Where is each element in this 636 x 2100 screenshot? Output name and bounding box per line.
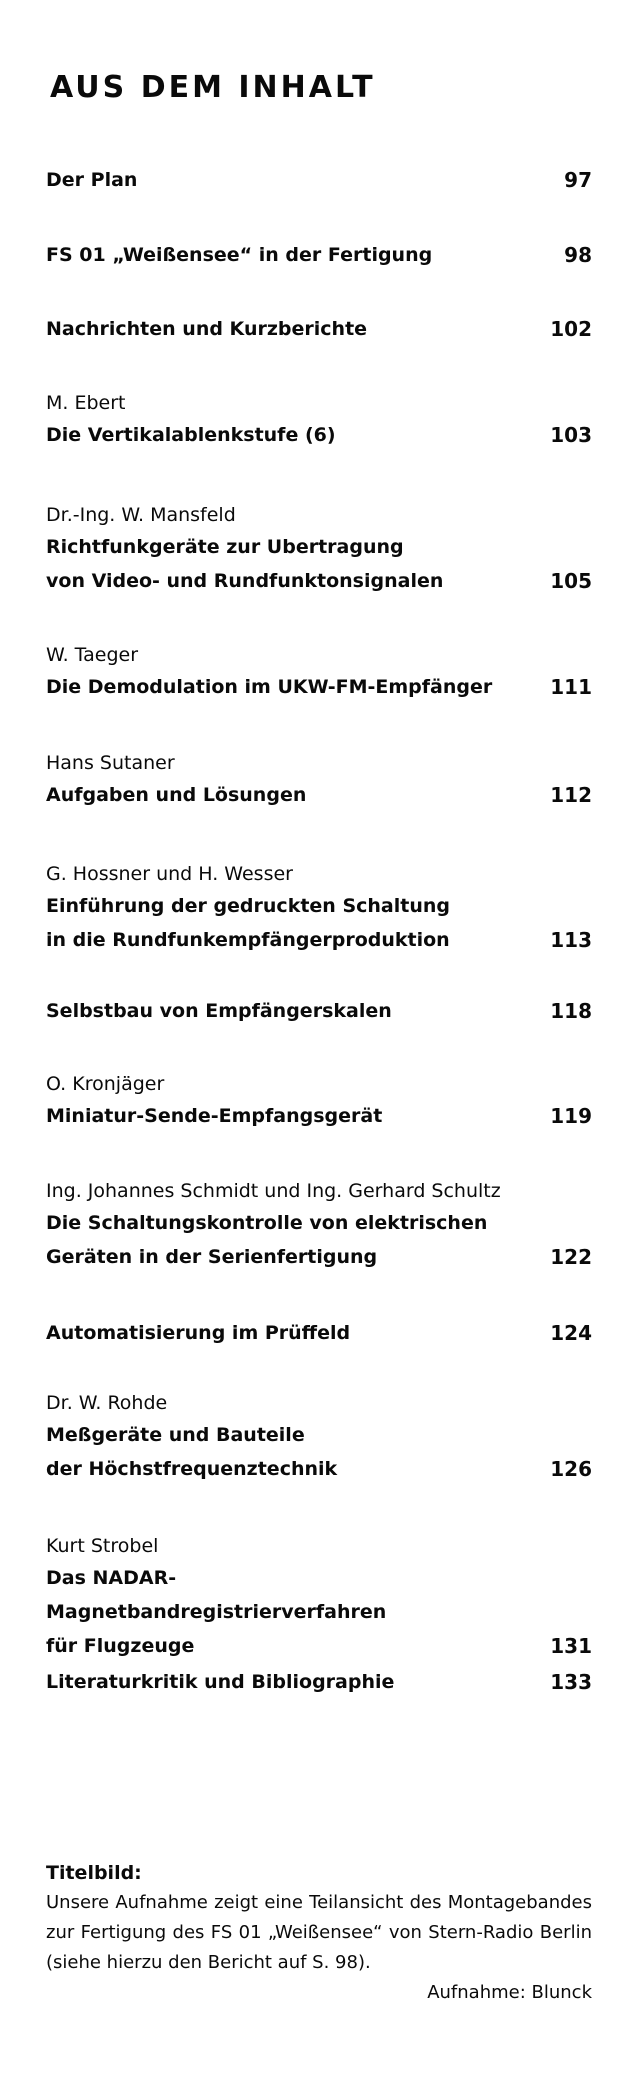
toc-title-row <box>46 312 592 346</box>
toc-title: Die Demodulation im UKW-FM-Empfänger <box>46 676 493 698</box>
toc-title: Selbstbau von Empfängerskalen <box>46 1000 392 1022</box>
toc-entry <box>46 1176 592 1274</box>
toc-title: Meßgeräte und Bauteile <box>46 1424 305 1446</box>
toc-title: Geräten in der Serienfertigung <box>46 1246 378 1268</box>
toc-page-number: 122 <box>550 1245 592 1269</box>
toc-entry <box>46 1531 592 1663</box>
toc-title: Literaturkritik und Bibliographie <box>46 1671 395 1693</box>
toc-entry <box>46 859 592 957</box>
toc-title: Automatisierung im Prüffeld <box>46 1322 351 1344</box>
toc-entry <box>46 1388 592 1486</box>
toc-page-number: 105 <box>550 569 592 593</box>
toc-title: Miniatur-Sende-Empfangsgerät <box>46 1105 383 1127</box>
toc-title-row <box>46 530 592 598</box>
toc-title-row <box>46 418 592 452</box>
toc-title: Einführung der gedruckten Schaltung <box>46 895 450 917</box>
toc-title: Das NADAR-Magnetbandregistrierverfahren <box>46 1567 387 1623</box>
toc-title-row <box>46 670 592 704</box>
toc-title: Der Plan <box>46 169 138 191</box>
toc-page-number: 124 <box>550 1321 592 1345</box>
toc-title: der Höchstfrequenztechnik <box>46 1458 338 1480</box>
toc-page-number: 131 <box>550 1634 592 1658</box>
toc-entry <box>46 388 592 452</box>
toc-title-row <box>46 1418 592 1486</box>
toc-title-row <box>46 1099 592 1133</box>
toc-page-number: 103 <box>550 423 592 447</box>
toc-entry <box>46 1069 592 1133</box>
caption-text: Unsere Aufnahme zeigt eine Teilansicht des Montagebandes zur Fertigung des FS 01 „Weißensee“ von Stern-Radio Berlin (siehe hierzu den Bericht auf S. 98). <box>46 1892 592 1973</box>
toc-page-number: 102 <box>550 317 592 341</box>
toc-title-row <box>46 1561 592 1663</box>
toc-title: in die Rundfunkempfängerproduktion <box>46 929 450 951</box>
toc-title-row <box>46 889 592 957</box>
toc-author: Dr.-Ing. W. Mansfeld <box>46 504 236 526</box>
toc-page-number: 126 <box>550 1457 592 1481</box>
toc-entry <box>46 994 592 1028</box>
toc-page-number: 98 <box>564 243 592 267</box>
toc-page-number: 97 <box>564 168 592 192</box>
toc-entry <box>46 1665 592 1699</box>
toc-title-row <box>46 1316 592 1350</box>
toc-entry <box>46 748 592 812</box>
toc-title-row <box>46 1206 592 1274</box>
caption-label: Titelbild: <box>46 1862 142 1884</box>
toc-title-row <box>46 778 592 812</box>
toc-title: für Flugzeuge <box>46 1635 195 1657</box>
toc-author: Kurt Strobel <box>46 1535 159 1557</box>
toc-title: Die Schaltungskontrolle von elektrischen <box>46 1212 488 1234</box>
toc-title: Richtfunkgeräte zur Ubertragung <box>46 536 404 558</box>
toc-author: M. Ebert <box>46 392 126 414</box>
toc-page-number: 112 <box>550 783 592 807</box>
toc-page-number: 119 <box>550 1104 592 1128</box>
toc-author: W. Taeger <box>46 644 139 666</box>
photo-credit: Aufnahme: Blunck <box>427 1982 592 2003</box>
toc-title: von Video- und Rundfunktonsignalen <box>46 570 444 592</box>
toc-entry <box>46 238 592 272</box>
toc-title: Aufgaben und Lösungen <box>46 784 307 806</box>
toc-title-row <box>46 163 592 197</box>
toc-page-number: 133 <box>550 1670 592 1694</box>
toc-title-row <box>46 994 592 1028</box>
toc-entry <box>46 640 592 704</box>
toc-title-row <box>46 238 592 272</box>
toc-entry <box>46 312 592 346</box>
toc-author: O. Kronjäger <box>46 1073 165 1095</box>
toc-entry <box>46 500 592 598</box>
toc-title-row <box>46 1665 592 1699</box>
toc-title: Die Vertikalablenkstufe (6) <box>46 424 336 446</box>
toc-author: Dr. W. Rohde <box>46 1392 168 1414</box>
page-heading: AUS DEM INHALT <box>50 70 376 105</box>
toc-author: Hans Sutaner <box>46 752 175 774</box>
toc-page-number: 113 <box>550 928 592 952</box>
toc-page-number: 111 <box>550 675 592 699</box>
toc-title: FS 01 „Weißensee“ in der Fertigung <box>46 244 433 266</box>
toc-entry <box>46 1316 592 1350</box>
toc-page-number: 118 <box>550 999 592 1023</box>
cover-caption <box>46 1858 592 2008</box>
toc-title: Nachrichten und Kurzberichte <box>46 318 368 340</box>
toc-author: G. Hossner und H. Wesser <box>46 863 293 885</box>
toc-entry <box>46 163 592 197</box>
toc-author: Ing. Johannes Schmidt und Ing. Gerhard Schultz <box>46 1180 501 1202</box>
